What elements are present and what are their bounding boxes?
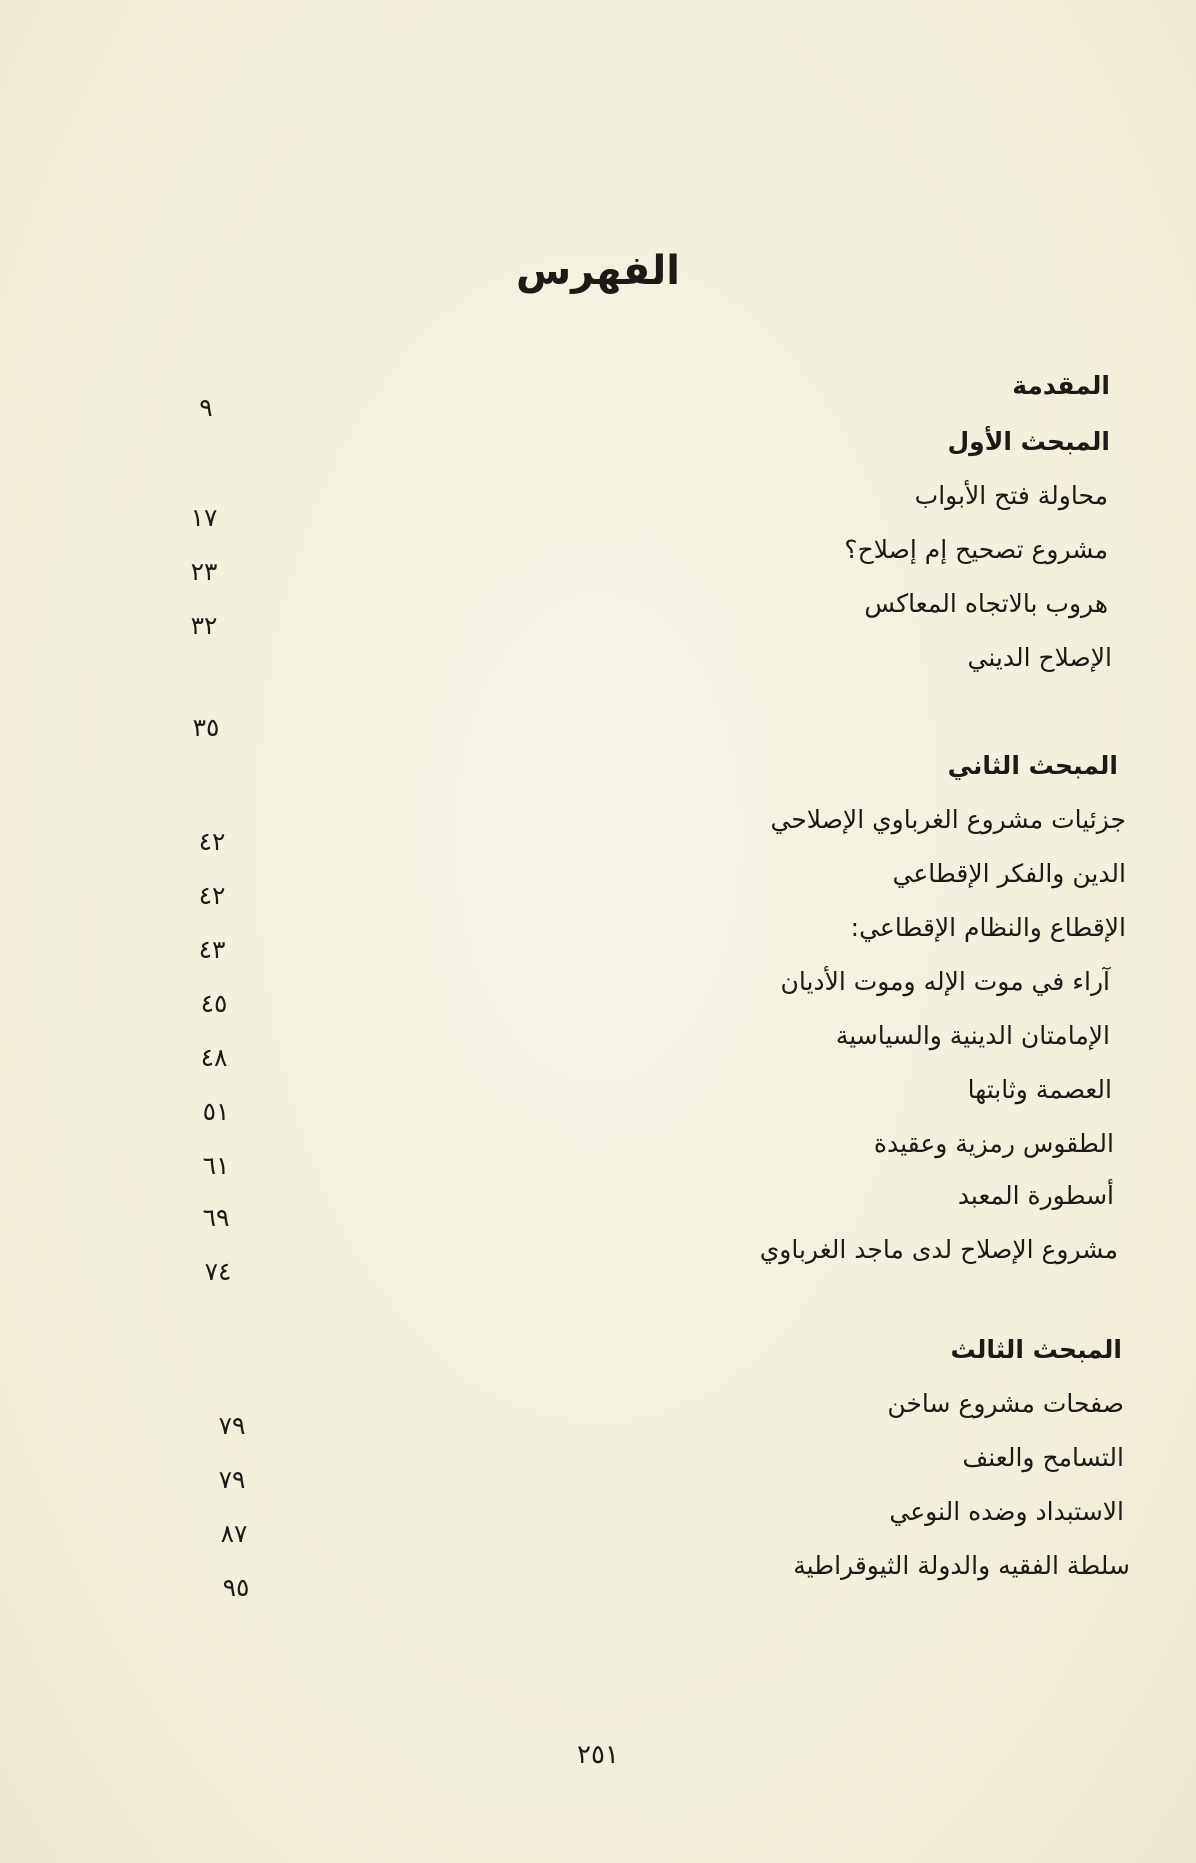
toc-entry-page: ٦١ [202, 1151, 230, 1180]
toc-entry-text: صفحات مشروع ساخن [887, 1389, 1124, 1418]
toc-entry-text: المبحث الأول [947, 427, 1110, 456]
toc-section-heading [0, 746, 1196, 800]
toc-entry-text: هروب بالاتجاه المعاكس [864, 589, 1108, 618]
toc-entry-page: ٤٨ [200, 1043, 228, 1072]
toc-entry-page: ٢٣ [190, 557, 218, 586]
toc-entry-text: العصمة وثابتها [967, 1075, 1112, 1104]
toc-entry [0, 800, 1196, 854]
toc-entry [0, 638, 1196, 742]
toc-entry-text: أسطورة المعبد [957, 1181, 1114, 1210]
toc-entry-text: الاستبداد وضده النوعي [889, 1497, 1124, 1526]
toc-entry-page: ٤٣ [198, 935, 226, 964]
toc-entry-page: ٦٩ [202, 1203, 230, 1232]
toc-entry-text: جزئيات مشروع الغرباوي الإصلاحي [770, 805, 1126, 834]
toc-entry-page: ٧٤ [204, 1257, 232, 1286]
toc-entry-page: ٩ [199, 393, 213, 422]
toc-entry-page: ٥١ [202, 1097, 230, 1126]
toc-entry-text: الدين والفكر الإقطاعي [892, 859, 1126, 888]
toc-entry-text: الإمامتان الدينية والسياسية [835, 1021, 1110, 1050]
toc-entry-page: ٤٢ [198, 881, 226, 910]
toc-entry [0, 476, 1196, 530]
toc-entry [0, 1546, 1196, 1600]
toc-entry-text: المبحث الثاني [947, 751, 1118, 780]
toc-entry-page: ١٧ [190, 503, 218, 532]
toc-entry [0, 1438, 1196, 1492]
toc-entry [0, 1492, 1196, 1546]
toc-section-heading [0, 1330, 1196, 1384]
toc-entry-page: ٤٢ [198, 827, 226, 856]
toc-entry-page: ٧٩ [218, 1411, 246, 1440]
toc-entry-text: مشروع تصحيح إم إصلاح؟ [844, 535, 1108, 564]
toc-entry [0, 530, 1196, 584]
toc-entry [0, 1384, 1196, 1438]
toc-entry-page: ٩٥ [222, 1573, 250, 1602]
toc-entry-text: مشروع الإصلاح لدى ماجد الغرباوي [759, 1235, 1118, 1264]
toc-entry-text: الإقطاع والنظام الإقطاعي: [850, 913, 1126, 942]
toc-entry-text: سلطة الفقيه والدولة الثيوقراطية [793, 1551, 1130, 1580]
toc-entry-text: المبحث الثالث [950, 1335, 1122, 1364]
toc-entry-page: ٨٧ [220, 1519, 248, 1548]
toc-entry-page: ٤٥ [200, 989, 228, 1018]
toc-entry [0, 1070, 1196, 1124]
toc-entry [0, 1016, 1196, 1070]
toc-entry [0, 1176, 1196, 1230]
toc-entry [0, 962, 1196, 1016]
toc-entry [0, 1230, 1196, 1284]
toc-entry [0, 584, 1196, 638]
toc-entry-page: ٧٩ [218, 1465, 246, 1494]
toc-entry-text: محاولة فتح الأبواب [914, 481, 1108, 510]
toc-entry-text: الإصلاح الديني [967, 643, 1112, 672]
toc-entry [0, 366, 1196, 420]
toc-section-heading [0, 422, 1196, 476]
page-number: ٢٥١ [577, 1740, 619, 1770]
toc-entry-text: الطقوس رمزية وعقيدة [873, 1129, 1114, 1158]
page-title: الفهرس [515, 248, 680, 294]
toc-entry-text: التسامح والعنف [962, 1443, 1124, 1472]
toc-entry-text: المقدمة [1012, 371, 1110, 400]
toc-entry [0, 854, 1196, 908]
toc-entry-text: آراء في موت الإله وموت الأديان [780, 967, 1110, 996]
toc-entry [0, 1124, 1196, 1178]
toc-entry-page: ٣٥ [192, 713, 220, 742]
toc-entry-page: ٣٢ [190, 611, 218, 640]
toc-entry [0, 908, 1196, 962]
